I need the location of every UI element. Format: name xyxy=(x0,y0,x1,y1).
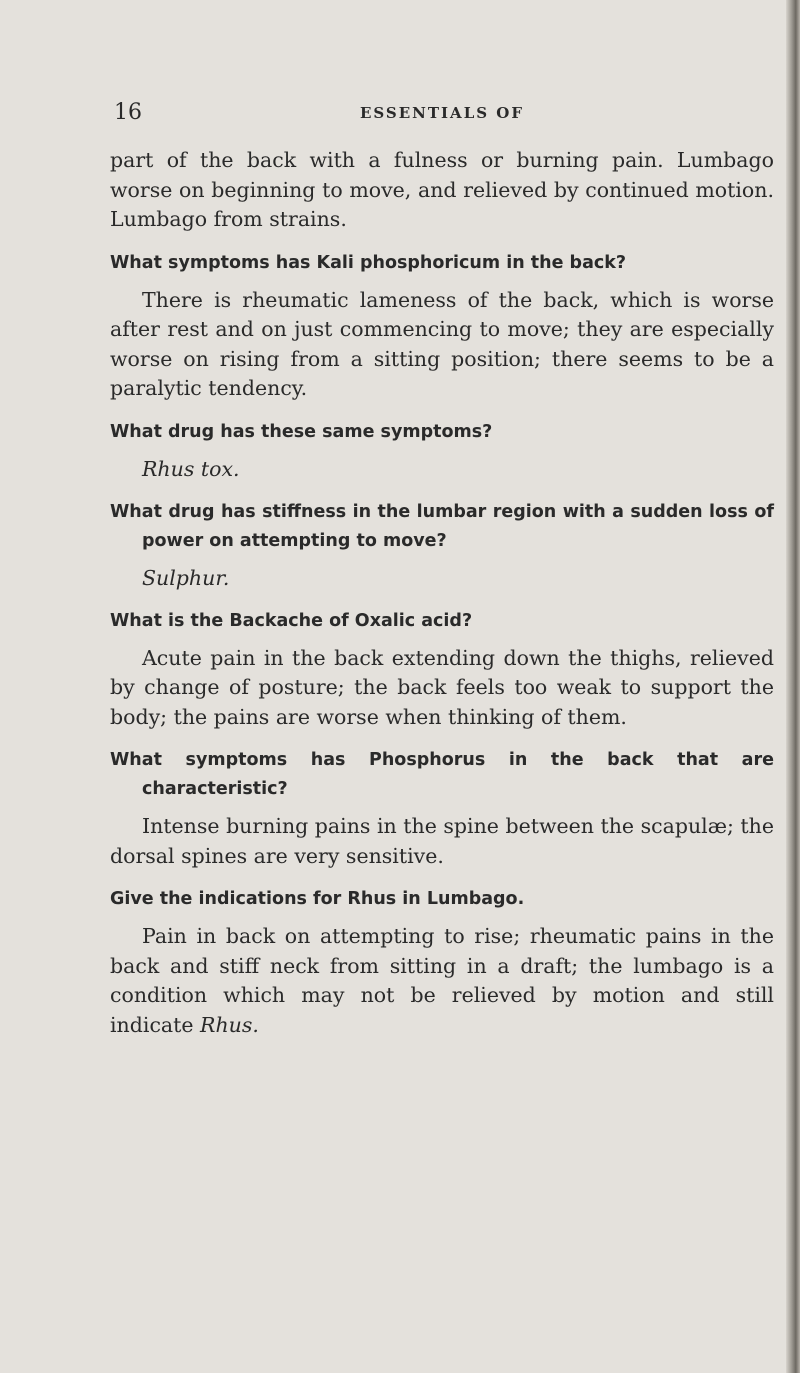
page-content xyxy=(110,100,774,1054)
answer-phosphorus: Intense burning pains in the spine between the scapulæ; the dorsal spines are very sensitive. xyxy=(110,814,774,868)
answer-oxalic-acid: Acute pain in the back extending down the thighs, relieved by change of posture; the back feels too weak to support the body; the pains are worse when thinking of them. xyxy=(110,645,774,729)
question-kali-phos: What symptoms has Kali phosphoricum in the back? xyxy=(110,252,627,273)
page-number: 16 xyxy=(114,100,142,125)
answer-rhus-lumbago-italic: Rhus. xyxy=(200,1012,259,1037)
question-oxalic-acid: What is the Backache of Oxalic acid? xyxy=(110,610,473,631)
page-edge-shadow xyxy=(786,0,800,1373)
answer-rhus-lumbago xyxy=(110,922,774,1040)
question-same-symptoms: What drug has these same symptoms? xyxy=(110,421,493,442)
question-rhus-lumbago: Give the indications for Rhus in Lumbago. xyxy=(110,889,525,909)
continued-paragraph: part of the back with a fulness or burning pain. Lumbago worse on beginning to move, and relieved by continued motion. Lumbago from strains. xyxy=(110,148,774,231)
running-head: ESSENTIALS OF xyxy=(359,104,525,122)
answer-kali-phos: There is rheumatic lameness of the back, which is worse after rest and on just commencing to move; they are especially worse on rising from a sitting position; there seems to be a paralytic tendency. xyxy=(110,287,774,400)
question-lumbar-stiffness: What drug has stiffness in the lumbar region with a sudden loss of power on attempting to move? xyxy=(110,501,774,551)
answer-sulphur: Sulphur. xyxy=(142,565,230,590)
page-header xyxy=(110,100,774,132)
question-phosphorus: What symptoms has Phosphorus in the back that are characteristic? xyxy=(110,750,774,799)
answer-rhus-lumbago-text: Pain in back on attempting to rise; rheumatic pains in the back and stiff neck from sitting in a draft; the lumbago is a condition which may not be relieved by motion and still indicate xyxy=(110,924,774,1037)
answer-rhus-tox: Rhus tox. xyxy=(142,456,240,481)
